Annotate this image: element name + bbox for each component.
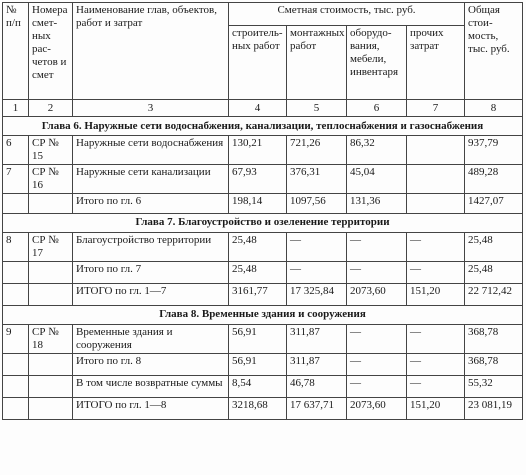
cell-equipment: 131,36	[347, 193, 407, 213]
cell-installation: 376,31	[287, 164, 347, 193]
cell-construction: 25,48	[229, 232, 287, 261]
cell-other: —	[407, 232, 465, 261]
cell-num: 9	[3, 324, 29, 353]
cell-other	[407, 193, 465, 213]
cell-total: 937,79	[465, 136, 523, 165]
cell-total: 23 081,19	[465, 397, 523, 419]
cell-construction: 3218,68	[229, 397, 287, 419]
cell-installation: —	[287, 232, 347, 261]
chapter-row	[3, 117, 523, 136]
chapter-title: Глава 7. Благоустройство и озеленение территории	[3, 213, 523, 232]
table-row	[3, 353, 523, 375]
cell-equipment: —	[347, 232, 407, 261]
table-row	[3, 232, 523, 261]
table-row	[3, 283, 523, 305]
cell-other: —	[407, 375, 465, 397]
cell-installation: 17 325,84	[287, 283, 347, 305]
cell-calc: СР № 15	[29, 136, 73, 165]
chapter-title: Глава 6. Наружные сети водоснабжения, канализации, теплоснабжения и газоснабжения	[3, 117, 523, 136]
cell-equipment: —	[347, 324, 407, 353]
cell-installation: 1097,56	[287, 193, 347, 213]
table-row	[3, 164, 523, 193]
cell-installation: 311,87	[287, 324, 347, 353]
cell-total: 368,78	[465, 324, 523, 353]
cell-calc: СР № 18	[29, 324, 73, 353]
cell-name: Наружные сети канализации	[73, 164, 229, 193]
col-number: 7	[407, 100, 465, 117]
cell-total: 25,48	[465, 261, 523, 283]
col-number: 5	[287, 100, 347, 117]
col-number: 8	[465, 100, 523, 117]
header-installation: монтажных работ	[287, 26, 347, 100]
col-number: 4	[229, 100, 287, 117]
header-row-1	[3, 3, 523, 26]
cell-calc	[29, 283, 73, 305]
column-number-row	[3, 100, 523, 117]
cell-name: Наружные сети водоснабжения	[73, 136, 229, 165]
header-cost-group: Сметная стоимость, тыс. руб.	[229, 3, 465, 26]
table-row	[3, 193, 523, 213]
cell-other: —	[407, 324, 465, 353]
cell-calc: СР № 17	[29, 232, 73, 261]
cell-other	[407, 136, 465, 165]
cell-num: 8	[3, 232, 29, 261]
cell-other: 151,20	[407, 283, 465, 305]
cell-other: —	[407, 353, 465, 375]
header-construction: строитель-ных работ	[229, 26, 287, 100]
col-number: 6	[347, 100, 407, 117]
cell-construction: 130,21	[229, 136, 287, 165]
cell-num: 6	[3, 136, 29, 165]
header-calc: Номера смет-ных рас-четов и смет	[29, 3, 73, 100]
cell-total: 55,32	[465, 375, 523, 397]
cell-total: 25,48	[465, 232, 523, 261]
cell-equipment: 86,32	[347, 136, 407, 165]
cell-equipment: —	[347, 261, 407, 283]
col-number: 1	[3, 100, 29, 117]
cell-name: ИТОГО по гл. 1—8	[73, 397, 229, 419]
cell-installation: 46,78	[287, 375, 347, 397]
cell-equipment: 2073,60	[347, 397, 407, 419]
cell-num	[3, 397, 29, 419]
cell-construction: 56,91	[229, 324, 287, 353]
table-row	[3, 375, 523, 397]
cell-equipment: 2073,60	[347, 283, 407, 305]
cell-num	[3, 193, 29, 213]
cell-construction: 25,48	[229, 261, 287, 283]
table-row	[3, 324, 523, 353]
cell-num	[3, 261, 29, 283]
cell-num: 7	[3, 164, 29, 193]
header-equipment: оборудо-вания, мебели, инвентаря	[347, 26, 407, 100]
cell-calc	[29, 353, 73, 375]
cell-num	[3, 283, 29, 305]
table-row	[3, 261, 523, 283]
cell-name: Итого по гл. 8	[73, 353, 229, 375]
estimate-table	[2, 2, 523, 420]
cell-installation: 721,26	[287, 136, 347, 165]
cell-construction: 198,14	[229, 193, 287, 213]
cell-construction: 56,91	[229, 353, 287, 375]
col-number: 3	[73, 100, 229, 117]
cell-total: 489,28	[465, 164, 523, 193]
chapter-row	[3, 213, 523, 232]
cell-equipment: 45,04	[347, 164, 407, 193]
cell-num	[3, 375, 29, 397]
cell-construction: 3161,77	[229, 283, 287, 305]
cell-equipment: —	[347, 375, 407, 397]
cell-calc: СР № 16	[29, 164, 73, 193]
cell-total: 22 712,42	[465, 283, 523, 305]
col-number: 2	[29, 100, 73, 117]
cell-construction: 8,54	[229, 375, 287, 397]
cell-equipment: —	[347, 353, 407, 375]
cell-calc	[29, 193, 73, 213]
cell-name: Временные здания и сооружения	[73, 324, 229, 353]
cell-construction: 67,93	[229, 164, 287, 193]
cell-calc	[29, 375, 73, 397]
cell-other	[407, 164, 465, 193]
cell-total: 1427,07	[465, 193, 523, 213]
header-other: прочих затрат	[407, 26, 465, 100]
cell-other: —	[407, 261, 465, 283]
chapter-row	[3, 305, 523, 324]
cell-total: 368,78	[465, 353, 523, 375]
chapter-title: Глава 8. Временные здания и сооружения	[3, 305, 523, 324]
cell-name: ИТОГО по гл. 1—7	[73, 283, 229, 305]
cell-installation: 311,87	[287, 353, 347, 375]
cell-other: 151,20	[407, 397, 465, 419]
cell-name: Итого по гл. 7	[73, 261, 229, 283]
table-row	[3, 136, 523, 165]
cell-installation: 17 637,71	[287, 397, 347, 419]
cell-name: Благоустройство территории	[73, 232, 229, 261]
cell-name: В том числе возвратные суммы	[73, 375, 229, 397]
cell-name: Итого по гл. 6	[73, 193, 229, 213]
header-name: Наименование глав, объектов, работ и затрат	[73, 3, 229, 100]
cell-calc	[29, 397, 73, 419]
table-row	[3, 397, 523, 419]
cell-num	[3, 353, 29, 375]
header-total: Общая стои-мость, тыс. руб.	[465, 3, 523, 100]
cell-installation: —	[287, 261, 347, 283]
header-num: № п/п	[3, 3, 29, 100]
cell-calc	[29, 261, 73, 283]
